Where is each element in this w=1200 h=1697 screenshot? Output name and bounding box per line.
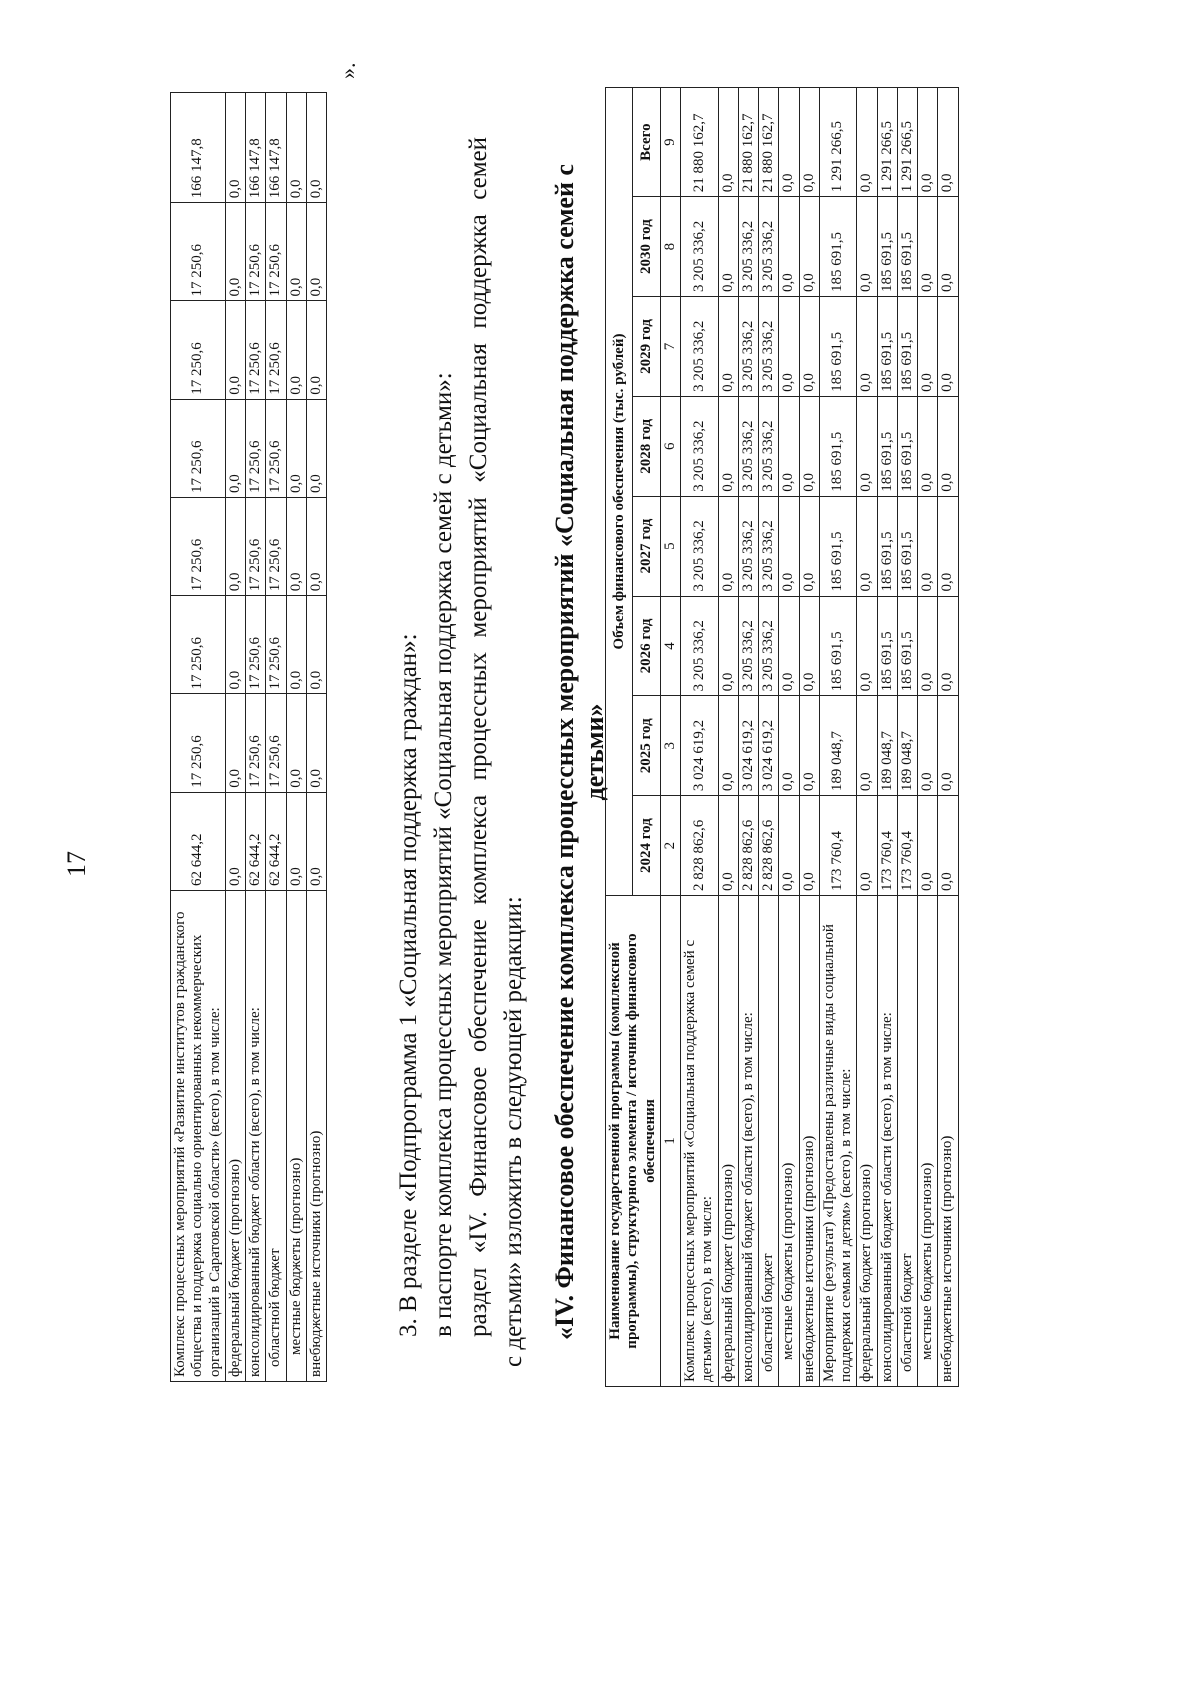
- value-cell: 185 691,5: [897, 297, 917, 397]
- value-cell: 0,0: [718, 696, 738, 796]
- value-cell: 0,0: [938, 696, 958, 796]
- value-cell: 1 291 266,5: [897, 88, 917, 197]
- value-cell: 62 644,2: [246, 792, 266, 890]
- value-cell: 0,0: [779, 796, 799, 896]
- value-cell: 0,0: [918, 496, 938, 596]
- value-cell: 0,0: [799, 197, 819, 297]
- value-cell: 3 205 336,2: [759, 197, 779, 297]
- value-cell: 3 205 336,2: [759, 297, 779, 397]
- column-index-cell: 6: [660, 396, 680, 496]
- value-cell: 0,0: [799, 696, 819, 796]
- value-cell: 17 250,6: [266, 498, 286, 596]
- value-cell: 17 250,6: [171, 596, 226, 694]
- value-cell: 0,0: [286, 93, 306, 203]
- header-group-cell: Объем финансового обеспечения (тыс. рублей): [606, 88, 633, 896]
- value-cell: 17 250,6: [171, 498, 226, 596]
- value-cell: 0,0: [225, 301, 245, 399]
- year-header-cell: 2026 год: [633, 596, 660, 696]
- value-cell: 185 691,5: [897, 396, 917, 496]
- value-cell: 0,0: [779, 496, 799, 596]
- value-cell: 0,0: [718, 197, 738, 297]
- value-cell: 0,0: [286, 694, 306, 792]
- column-index-cell: 4: [660, 596, 680, 696]
- value-cell: 185 691,5: [877, 396, 897, 496]
- value-cell: 17 250,6: [246, 399, 266, 497]
- value-cell: 0,0: [938, 297, 958, 397]
- value-cell: 17 250,6: [246, 498, 266, 596]
- row-label: консолидированный бюджет области (всего), в том числе:: [246, 891, 266, 1382]
- value-cell: 0,0: [918, 88, 938, 197]
- column-index-cell: 5: [660, 496, 680, 596]
- value-cell: 17 250,6: [171, 399, 226, 497]
- value-cell: 3 205 336,2: [738, 496, 758, 596]
- value-cell: 17 250,6: [246, 596, 266, 694]
- table-row: [306, 93, 326, 1382]
- value-cell: 0,0: [779, 297, 799, 397]
- continued-funding-table: [170, 92, 327, 1382]
- value-cell: 3 024 619,2: [759, 696, 779, 796]
- table-row: [799, 88, 819, 1387]
- value-cell: 185 691,5: [819, 396, 857, 496]
- table-row: [225, 93, 245, 1382]
- value-cell: 0,0: [718, 796, 738, 896]
- value-cell: 0,0: [799, 297, 819, 397]
- value-cell: 0,0: [918, 396, 938, 496]
- value-cell: 3 205 336,2: [681, 396, 719, 496]
- closing-quote-mark: ».: [335, 62, 360, 79]
- value-cell: 0,0: [857, 696, 877, 796]
- table-row: [171, 93, 226, 1382]
- year-header-cell: 2029 год: [633, 297, 660, 397]
- value-cell: 21 880 162,7: [759, 88, 779, 197]
- table-row: [681, 88, 719, 1387]
- value-cell: 0,0: [718, 596, 738, 696]
- value-cell: 189 048,7: [877, 696, 897, 796]
- row-label: Комплекс процессных мероприятий «Развитие институтов гражданского общества и поддержка социально ориентированных некоммерческих организаций в Саратовской области» (всего), в том числе:: [171, 891, 226, 1382]
- value-cell: 3 205 336,2: [759, 596, 779, 696]
- value-cell: 3 205 336,2: [759, 396, 779, 496]
- row-label: федеральный бюджет (прогнозно): [857, 896, 877, 1387]
- value-cell: 2 828 862,6: [738, 796, 758, 896]
- value-cell: 17 250,6: [246, 203, 266, 301]
- value-cell: 3 205 336,2: [681, 197, 719, 297]
- row-label: местные бюджеты (прогнозно): [918, 896, 938, 1387]
- row-label: местные бюджеты (прогнозно): [286, 891, 306, 1382]
- value-cell: 0,0: [306, 694, 326, 792]
- table-row: [286, 93, 306, 1382]
- paragraph-section-3: 3. В разделе «Подпрограмма 1 «Социальная поддержка граждан»:: [395, 633, 422, 1337]
- value-cell: 0,0: [225, 694, 245, 792]
- section-heading: «IV. Финансовое обеспечение комплекса процессных мероприятий «Социальная поддержка семей с детьми»: [550, 164, 609, 1340]
- value-cell: 0,0: [306, 498, 326, 596]
- value-cell: 0,0: [225, 203, 245, 301]
- value-cell: 0,0: [918, 297, 938, 397]
- value-cell: 3 205 336,2: [738, 596, 758, 696]
- value-cell: 185 691,5: [877, 197, 897, 297]
- value-cell: 173 760,4: [819, 796, 857, 896]
- value-cell: 2 828 862,6: [759, 796, 779, 896]
- value-cell: 0,0: [779, 396, 799, 496]
- funding-table: [605, 87, 959, 1387]
- value-cell: 1 291 266,5: [877, 88, 897, 197]
- table-row: [857, 88, 877, 1387]
- header-index-row: [660, 88, 680, 1387]
- table-row: [897, 88, 917, 1387]
- value-cell: 173 760,4: [877, 796, 897, 896]
- value-cell: 0,0: [938, 197, 958, 297]
- value-cell: 0,0: [799, 396, 819, 496]
- table-row: [246, 93, 266, 1382]
- table-row: [759, 88, 779, 1387]
- value-cell: 185 691,5: [819, 596, 857, 696]
- value-cell: 3 205 336,2: [738, 197, 758, 297]
- table-row: [266, 93, 286, 1382]
- value-cell: 17 250,6: [266, 399, 286, 497]
- row-label: Мероприятие (результат) «Предоставлены различные виды социальной поддержки семьям и детям» (всего), в том числе:: [819, 896, 857, 1387]
- value-cell: 17 250,6: [171, 203, 226, 301]
- table-row: [738, 88, 758, 1387]
- table-row: [819, 88, 857, 1387]
- paragraph-section-iv-end: с детьми» изложить в следующей редакции:: [500, 896, 527, 1367]
- row-label: Комплекс процессных мероприятий «Социальная поддержка семей с детьми» (всего), в том числе:: [681, 896, 719, 1387]
- value-cell: 3 205 336,2: [759, 496, 779, 596]
- value-cell: 0,0: [779, 88, 799, 197]
- value-cell: 185 691,5: [877, 496, 897, 596]
- paragraph-passport: в паспорте комплекса процессных мероприятий «Социальная поддержка семей с детьми»:: [430, 372, 457, 1337]
- value-cell: 0,0: [306, 399, 326, 497]
- row-label: областной бюджет: [759, 896, 779, 1387]
- header-name-cell: Наименование государственной программы (комплексной программы), структурного элемента / источник финансового обеспечения: [606, 896, 661, 1387]
- value-cell: 17 250,6: [171, 694, 226, 792]
- value-cell: 17 250,6: [266, 203, 286, 301]
- value-cell: 189 048,7: [819, 696, 857, 796]
- value-cell: 0,0: [938, 596, 958, 696]
- value-cell: 0,0: [286, 596, 306, 694]
- value-cell: 0,0: [286, 301, 306, 399]
- year-header-cell: 2025 год: [633, 696, 660, 796]
- value-cell: 0,0: [779, 696, 799, 796]
- row-label: внебюджетные источники (прогнозно): [799, 896, 819, 1387]
- value-cell: 0,0: [857, 197, 877, 297]
- value-cell: 62 644,2: [171, 792, 226, 890]
- value-cell: 0,0: [938, 496, 958, 596]
- value-cell: 0,0: [286, 498, 306, 596]
- value-cell: 3 205 336,2: [681, 496, 719, 596]
- value-cell: 17 250,6: [266, 694, 286, 792]
- table-row: [718, 88, 738, 1387]
- column-index-cell: 9: [660, 88, 680, 197]
- year-header-cell: 2028 год: [633, 396, 660, 496]
- value-cell: 185 691,5: [819, 297, 857, 397]
- table-row: [877, 88, 897, 1387]
- row-label: областной бюджет: [266, 891, 286, 1382]
- value-cell: 21 880 162,7: [681, 88, 719, 197]
- year-header-cell: 2024 год: [633, 796, 660, 896]
- row-label: федеральный бюджет (прогнозно): [225, 891, 245, 1382]
- column-index-cell: 3: [660, 696, 680, 796]
- value-cell: 173 760,4: [897, 796, 917, 896]
- value-cell: 3 205 336,2: [738, 297, 758, 397]
- value-cell: 166 147,8: [171, 93, 226, 203]
- row-label: местные бюджеты (прогнозно): [779, 896, 799, 1387]
- value-cell: 0,0: [306, 596, 326, 694]
- value-cell: 2 828 862,6: [681, 796, 719, 896]
- value-cell: 17 250,6: [266, 596, 286, 694]
- value-cell: 3 024 619,2: [681, 696, 719, 796]
- value-cell: 185 691,5: [897, 496, 917, 596]
- value-cell: 185 691,5: [897, 596, 917, 696]
- table-row: [779, 88, 799, 1387]
- paragraph-section-iv-start: раздел «IV. Финансовое обеспечение комплекса процессных мероприятий «Социальная поддержка семей: [465, 137, 492, 1337]
- row-label: консолидированный бюджет области (всего), в том числе:: [877, 896, 897, 1387]
- page-number: 17: [62, 851, 91, 877]
- value-cell: 185 691,5: [877, 297, 897, 397]
- value-cell: 0,0: [718, 88, 738, 197]
- value-cell: 0,0: [938, 396, 958, 496]
- column-index-cell: 7: [660, 297, 680, 397]
- year-header-cell: Всего: [633, 88, 660, 197]
- value-cell: 3 024 619,2: [738, 696, 758, 796]
- row-label: федеральный бюджет (прогнозно): [718, 896, 738, 1387]
- year-header-cell: 2027 год: [633, 496, 660, 596]
- value-cell: 0,0: [225, 596, 245, 694]
- value-cell: 62 644,2: [266, 792, 286, 890]
- value-cell: 0,0: [918, 596, 938, 696]
- value-cell: 0,0: [225, 399, 245, 497]
- column-index-cell: 2: [660, 796, 680, 896]
- value-cell: 0,0: [799, 796, 819, 896]
- value-cell: 0,0: [857, 596, 877, 696]
- value-cell: 0,0: [799, 496, 819, 596]
- value-cell: 0,0: [918, 197, 938, 297]
- row-label: внебюджетные источники (прогнозно): [306, 891, 326, 1382]
- value-cell: 185 691,5: [897, 197, 917, 297]
- value-cell: 21 880 162,7: [738, 88, 758, 197]
- value-cell: 0,0: [938, 796, 958, 896]
- value-cell: 0,0: [938, 88, 958, 197]
- value-cell: 0,0: [779, 197, 799, 297]
- value-cell: 0,0: [225, 93, 245, 203]
- value-cell: 0,0: [918, 796, 938, 896]
- column-index-cell: 1: [660, 896, 680, 1387]
- value-cell: 3 205 336,2: [738, 396, 758, 496]
- value-cell: 0,0: [286, 792, 306, 890]
- value-cell: 0,0: [857, 396, 877, 496]
- value-cell: 17 250,6: [171, 301, 226, 399]
- value-cell: 17 250,6: [266, 301, 286, 399]
- value-cell: 166 147,8: [246, 93, 266, 203]
- value-cell: 0,0: [225, 792, 245, 890]
- value-cell: 0,0: [799, 596, 819, 696]
- value-cell: 189 048,7: [897, 696, 917, 796]
- value-cell: 0,0: [718, 496, 738, 596]
- value-cell: 0,0: [225, 498, 245, 596]
- value-cell: 0,0: [306, 792, 326, 890]
- year-header-cell: 2030 год: [633, 197, 660, 297]
- value-cell: 0,0: [799, 88, 819, 197]
- value-cell: 0,0: [286, 399, 306, 497]
- row-label: областной бюджет: [897, 896, 917, 1387]
- row-label: консолидированный бюджет области (всего), в том числе:: [738, 896, 758, 1387]
- value-cell: 0,0: [857, 297, 877, 397]
- value-cell: 166 147,8: [266, 93, 286, 203]
- header-row: [606, 88, 633, 1387]
- value-cell: 185 691,5: [877, 596, 897, 696]
- value-cell: 185 691,5: [819, 197, 857, 297]
- value-cell: 185 691,5: [819, 496, 857, 596]
- value-cell: 17 250,6: [246, 301, 266, 399]
- value-cell: 0,0: [857, 796, 877, 896]
- value-cell: 3 205 336,2: [681, 596, 719, 696]
- column-index-cell: 8: [660, 197, 680, 297]
- table-row: [938, 88, 958, 1387]
- value-cell: 3 205 336,2: [681, 297, 719, 397]
- value-cell: 0,0: [779, 596, 799, 696]
- value-cell: 0,0: [918, 696, 938, 796]
- value-cell: 1 291 266,5: [819, 88, 857, 197]
- value-cell: 0,0: [286, 203, 306, 301]
- value-cell: 17 250,6: [246, 694, 266, 792]
- table-row: [918, 88, 938, 1387]
- value-cell: 0,0: [857, 496, 877, 596]
- value-cell: 0,0: [306, 93, 326, 203]
- value-cell: 0,0: [306, 203, 326, 301]
- value-cell: 0,0: [718, 396, 738, 496]
- value-cell: 0,0: [718, 297, 738, 397]
- value-cell: 0,0: [857, 88, 877, 197]
- value-cell: 0,0: [306, 301, 326, 399]
- row-label: внебюджетные источники (прогнозно): [938, 896, 958, 1387]
